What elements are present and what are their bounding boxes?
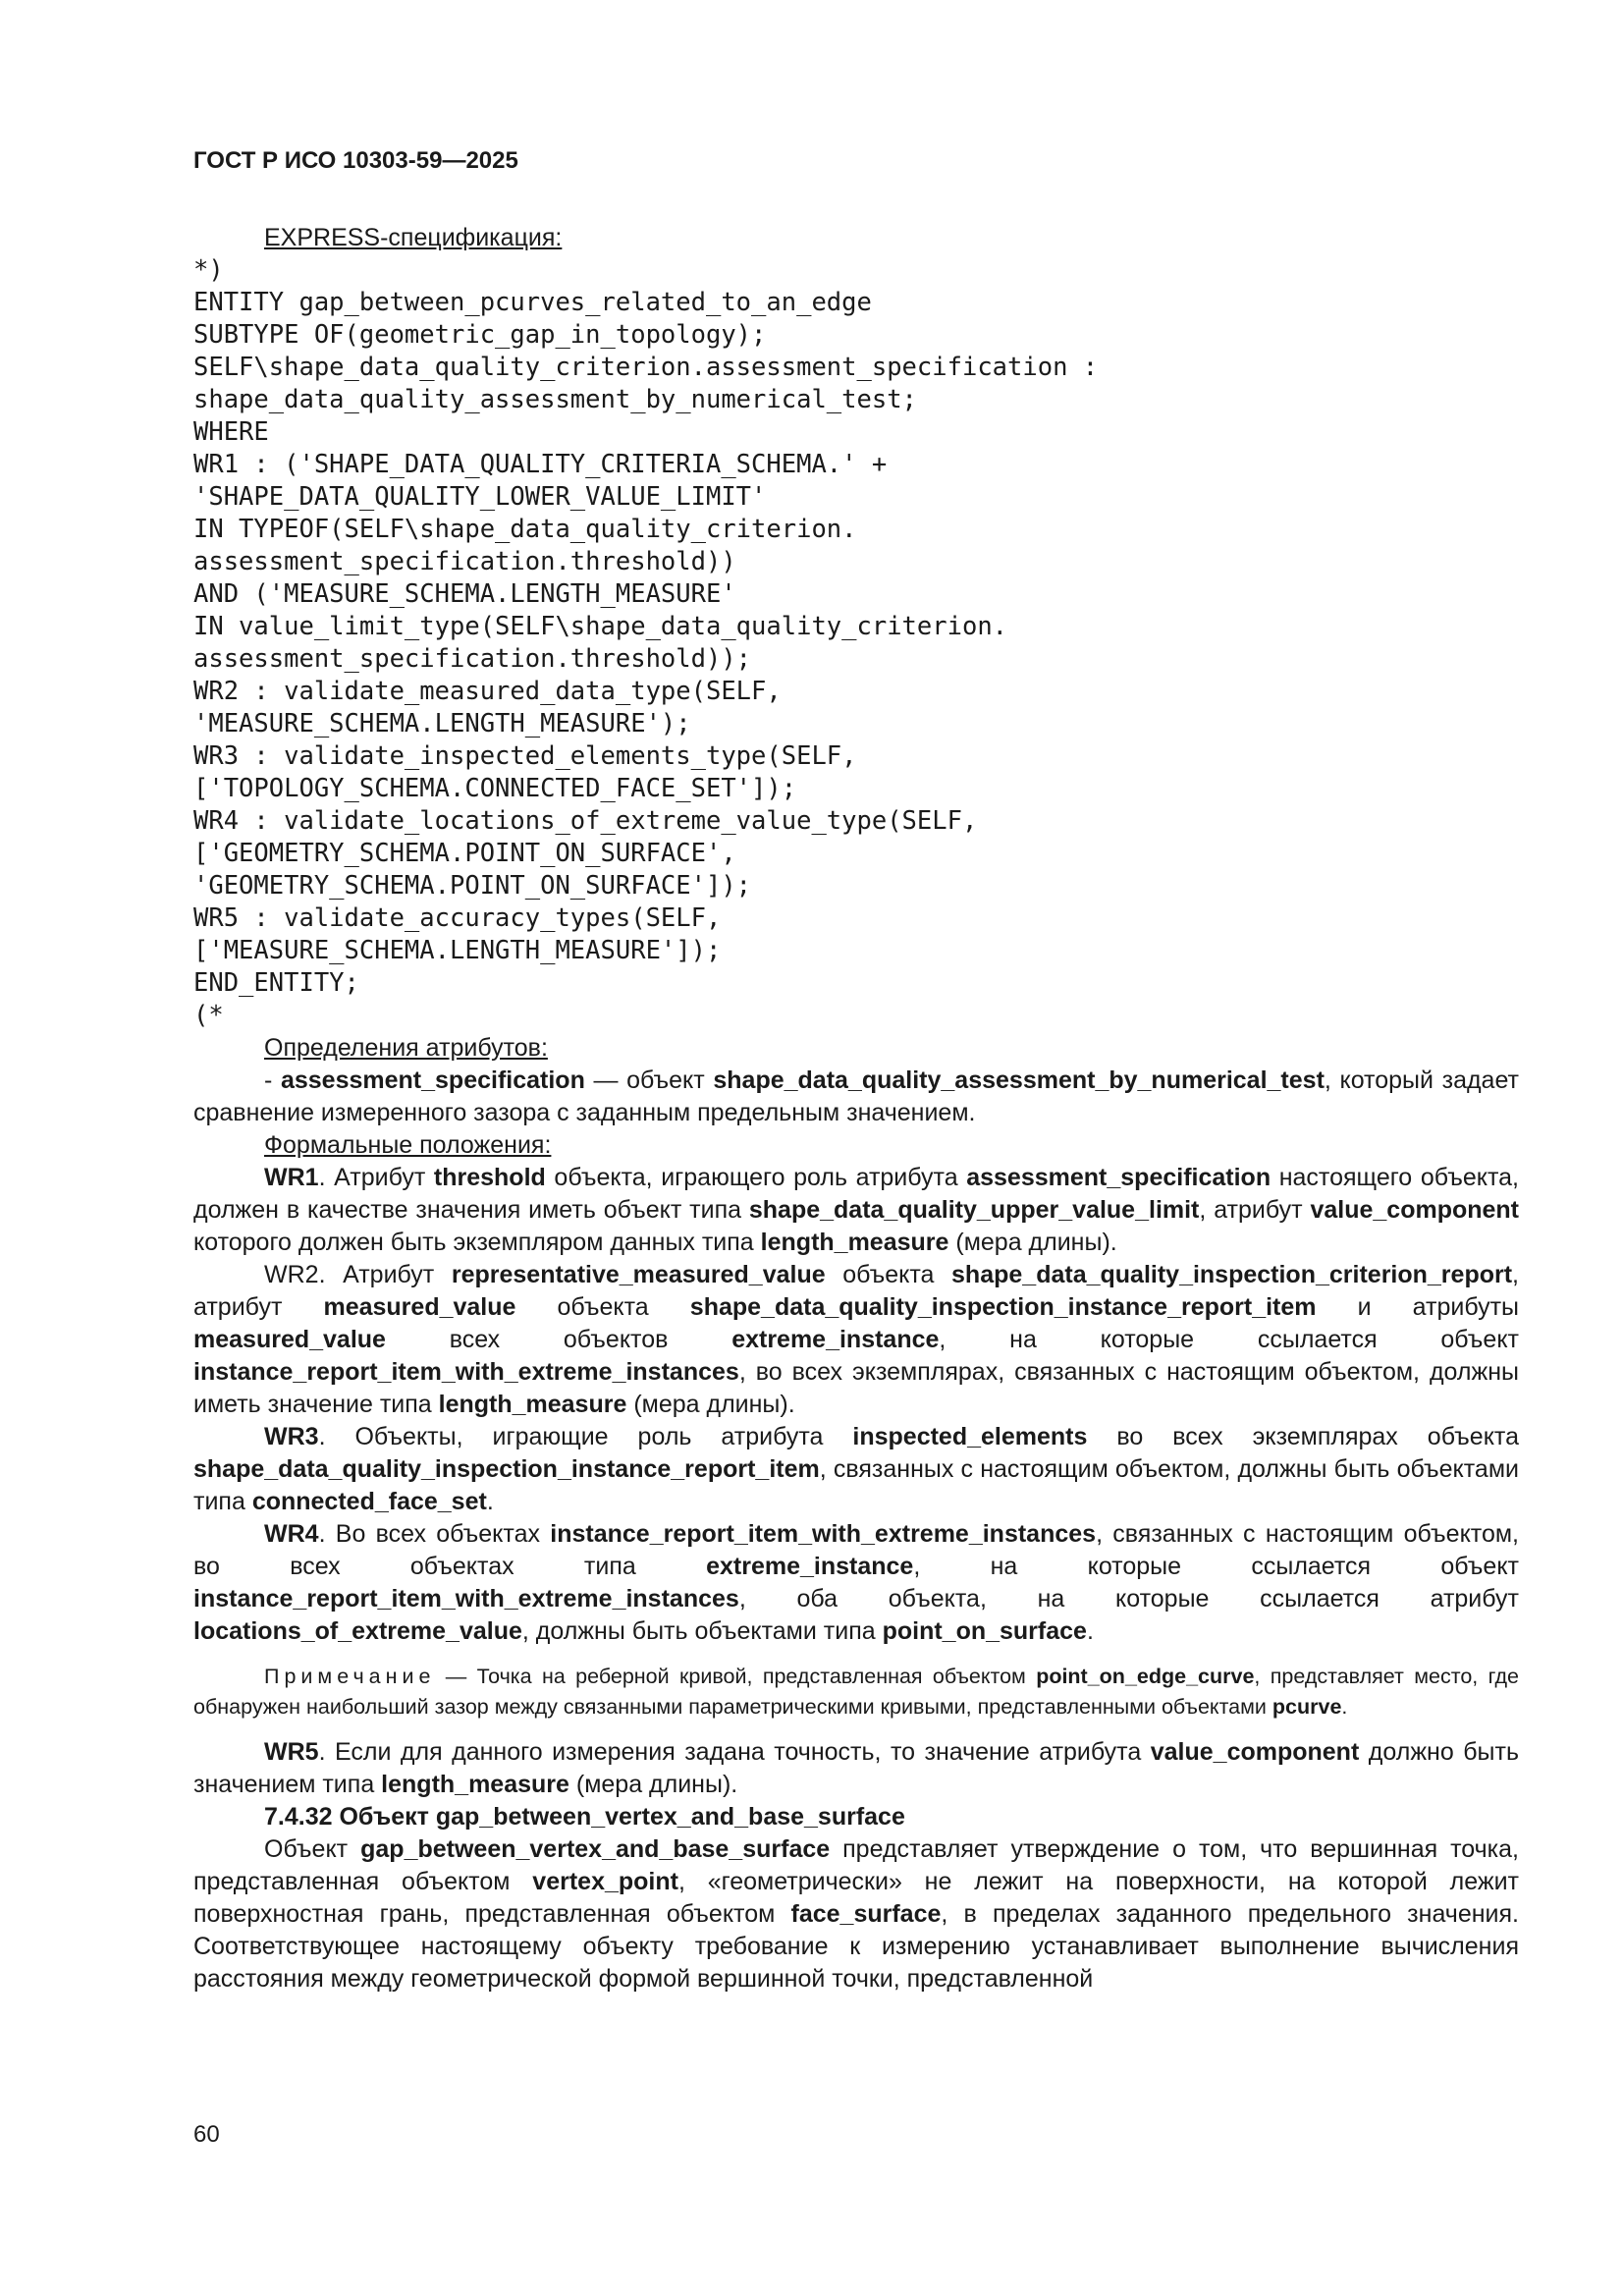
body-text <box>193 1032 1519 1995</box>
note-paragraph: Примечание — Точка на реберной кривой, представленная объектом point_on_edge_curve, представляет место, где обнаружен наибольший зазор между связанными параметрическими кривыми, представленными объектами pcurve. <box>193 1665 1519 1719</box>
code-line: WR3 : validate_inspected_elements_type(SELF, <box>193 741 857 771</box>
express-code-block <box>193 254 1519 1032</box>
code-line: WR4 : validate_locations_of_extreme_value_type(SELF, <box>193 806 978 836</box>
attr-definitions-label: Определения атрибутов: <box>264 1034 548 1062</box>
rule-wr5: WR5. Если для данного измерения задана точность, то значение атрибута value_component должно быть значением типа length_measure (мера длины). <box>193 1738 1519 1798</box>
code-line: (* <box>193 1001 224 1030</box>
code-line: AND ('MEASURE_SCHEMA.LENGTH_MEASURE' <box>193 579 736 609</box>
code-line: ['TOPOLOGY_SCHEMA.CONNECTED_FACE_SET']); <box>193 774 797 803</box>
code-line: *) <box>193 255 224 285</box>
attr-definition-item: - assessment_specification — объект shape_data_quality_assessment_by_numerical_test, который задает сравнение измеренного зазора с заданным предельным значением. <box>193 1066 1519 1126</box>
code-line: 'MEASURE_SCHEMA.LENGTH_MEASURE'); <box>193 709 691 738</box>
code-line: ['GEOMETRY_SCHEMA.POINT_ON_SURFACE', <box>193 839 736 868</box>
code-line: assessment_specification.threshold)) <box>193 547 736 576</box>
rule-wr3: WR3. Объекты, играющие роль атрибута inspected_elements во всех экземплярах объекта shape_data_quality_inspection_instance_report_item, связанных с настоящим объектом, должны быть объектами типа connected_face_set. <box>193 1423 1519 1515</box>
code-line: ['MEASURE_SCHEMA.LENGTH_MEASURE']); <box>193 936 722 965</box>
code-line: shape_data_quality_assessment_by_numerical_test; <box>193 385 917 414</box>
code-line: WHERE <box>193 417 269 447</box>
standard-header: ГОСТ Р ИСО 10303-59—2025 <box>193 147 518 174</box>
rule-wr2: WR2. Атрибут representative_measured_value объекта shape_data_quality_inspection_criterion_report, атрибут measured_value объекта shape_data_quality_inspection_instance_report_item и атрибуты measured_value всех объектов extreme_instance, на которые ссылается объект instance_report_item_with_extreme_instances, во всех экземплярах, связанных с настоящим объектом, должны иметь значение типа length_measure (мера длины). <box>193 1261 1520 1418</box>
rule-wr1: WR1. Атрибут threshold объекта, играющего роль атрибута assessment_specification настоящего объекта, должен в качестве значения иметь объект типа shape_data_quality_upper_value_limit, атрибут value_component которого должен быть экземпляром данных типа length_measure (мера длины). <box>193 1164 1520 1256</box>
rule-wr4: WR4. Во всех объектах instance_report_item_with_extreme_instances, связанных с настоящим объектом, во всех объектах типа extreme_instance, на которые ссылается объект instance_report_item_with_extreme_instances, оба объекта, на которые ссылается атрибут locations_of_extreme_value, должны быть объектами типа point_on_surface. <box>193 1520 1519 1645</box>
express-spec-label: EXPRESS-спецификация: <box>264 224 563 251</box>
formal-provisions-label: Формальные положения: <box>264 1131 552 1159</box>
section-paragraph: Объект gap_between_vertex_and_base_surface представляет утверждение о том, что вершинная точка, представленная объектом vertex_point, «геометрически» не лежит на поверхности, на которой лежит поверхностная грань, представленная объектом face_surface, в пределах заданного предельного значения. Соответствующее настоящему объекту требование к измерению устанавливает выполнение вычисления расстояния между геометрической формой вершинной точки, представленной <box>193 1835 1520 1993</box>
code-line: SELF\shape_data_quality_criterion.assessment_specification : <box>193 353 1099 382</box>
code-line: IN TYPEOF(SELF\shape_data_quality_criterion. <box>193 515 857 544</box>
code-line: END_ENTITY; <box>193 968 359 998</box>
document-page <box>193 147 1519 1995</box>
page-number: 60 <box>193 2121 220 2148</box>
code-line: 'GEOMETRY_SCHEMA.POINT_ON_SURFACE']); <box>193 871 752 901</box>
code-line: WR5 : validate_accuracy_types(SELF, <box>193 903 722 933</box>
code-line: IN value_limit_type(SELF\shape_data_quality_criterion. <box>193 612 1008 641</box>
code-line: ENTITY gap_between_pcurves_related_to_an_edge <box>193 288 872 317</box>
code-line: assessment_specification.threshold)); <box>193 644 752 674</box>
code-line: WR1 : ('SHAPE_DATA_QUALITY_CRITERIA_SCHEMA.' + <box>193 450 888 479</box>
code-line: WR2 : validate_measured_data_type(SELF, <box>193 677 782 706</box>
section-heading: 7.4.32 Объект gap_between_vertex_and_base_surface <box>264 1803 905 1831</box>
code-line: 'SHAPE_DATA_QUALITY_LOWER_VALUE_LIMIT' <box>193 482 767 512</box>
code-line: SUBTYPE OF(geometric_gap_in_topology); <box>193 320 767 350</box>
